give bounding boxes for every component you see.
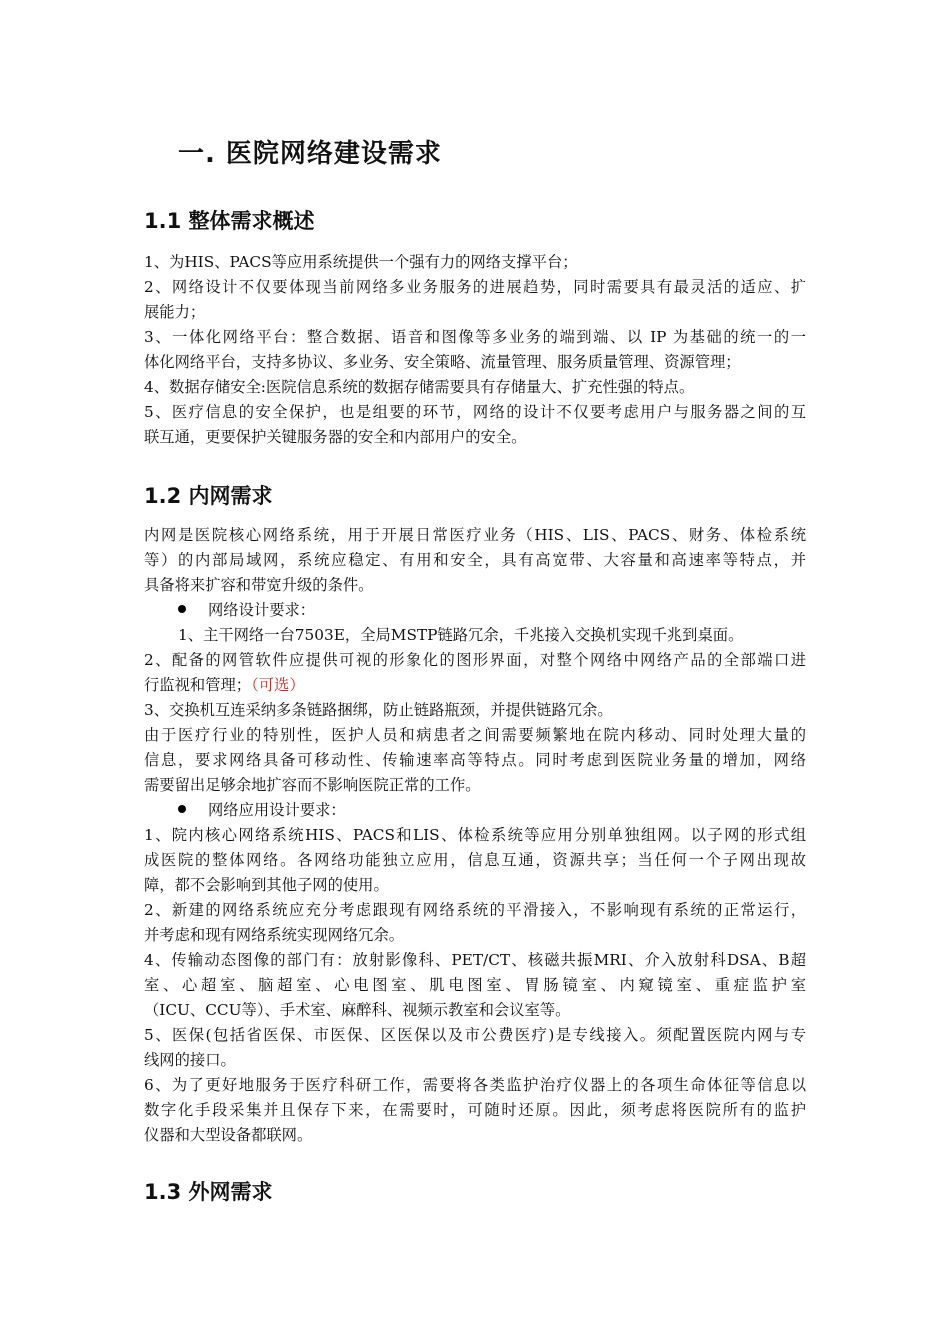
paragraph-line: 等）的内部局域网，系统应稳定、有用和安全，具有高宽带、大容量和高速率等特点，并 bbox=[144, 551, 806, 569]
bullet-item bbox=[178, 597, 315, 623]
bullet-label: 网络应用设计要求： bbox=[208, 801, 346, 819]
paragraph-line: 数字化手段采集并且保存下来，在需要时，可随时还原。因此，须考虑将医院所有的监护 bbox=[144, 1101, 806, 1119]
paragraph-line: 5、医疗信息的安全保护，也是组要的环节，网络的设计不仅要考虑用户与服务器之间的互 bbox=[144, 403, 806, 421]
paragraph-line: 障，都不会影响到其他子网的使用。 bbox=[144, 876, 389, 894]
bullet-label: 网络设计要求： bbox=[208, 601, 316, 619]
paragraph-line: 5、医保(包括省医保、市医保、区医保以及市公费医疗)是专线接入。须配置医院内网与专 bbox=[144, 1026, 806, 1044]
chapter-heading: 一. 医院网络建设需求 bbox=[178, 139, 442, 169]
paragraph-line: 2、网络设计不仅要体现当前网络多业务服务的进展趋势，同时需要具有最灵活的适应、扩 bbox=[144, 278, 806, 296]
paragraph-line: 体化网络平台，支持多协议、多业务、安全策略、流量管理、服务质量管理、资源管理； bbox=[144, 353, 741, 371]
paragraph-line: 需要留出足够余地扩容而不影响医院正常的工作。 bbox=[144, 776, 481, 794]
paragraph-line: 具备将来扩容和带宽升级的条件。 bbox=[144, 576, 374, 594]
section-1-2-title: 1.2 内网需求 bbox=[144, 484, 273, 508]
paragraph-line: 4、数据存储安全:医院信息系统的数据存储需要具有存储量大、扩充性强的特点。 bbox=[144, 378, 695, 396]
paragraph-line: 信息，要求网络具备可移动性、传输速率高等特点。同时考虑到医院业务量的增加，网络 bbox=[144, 751, 806, 769]
paragraph-line: 4、传输动态图像的部门有：放射影像科、PET/CT、核磁共振MRI、介入放射科DSA、B超 bbox=[144, 951, 806, 969]
paragraph-line: 联互通，更要保护关键服务器的安全和内部用户的安全。 bbox=[144, 428, 527, 446]
bullet-icon bbox=[178, 605, 186, 613]
paragraph-line: 展能力； bbox=[144, 303, 206, 321]
paragraph-line: 成医院的整体网络。各网络功能独立应用，信息互通，资源共享；当任何一个子网出现故 bbox=[144, 851, 806, 869]
paragraph-line: 6、为了更好地服务于医疗科研工作，需要将各类监护治疗仪器上的各项生命体征等信息以 bbox=[144, 1076, 806, 1094]
paragraph-line: 3、一体化网络平台：整合数据、语音和图像等多业务的端到端、以 IP 为基础的统一的一 bbox=[144, 328, 806, 346]
line-text: 行监视和管理； bbox=[144, 676, 252, 694]
paragraph-line: 由于医疗行业的特别性，医护人员和病患者之间需要频繁地在院内移动、同时处理大量的 bbox=[144, 726, 806, 744]
paragraph-line bbox=[144, 672, 305, 698]
paragraph-line: 内网是医院核心网络系统，用于开展日常医疗业务（HIS、LIS、PACS、财务、体检系统 bbox=[144, 526, 806, 544]
paragraph-line: 室、心超室、脑超室、心电图室、肌电图室、胃肠镜室、内窥镜室、重症监护室 bbox=[144, 976, 806, 994]
paragraph-line: 并考虑和现有网络系统实现网络冗余。 bbox=[144, 926, 405, 944]
section-1-1-title: 1.1 整体需求概述 bbox=[144, 209, 315, 233]
paragraph-line: 1、院内核心网络系统HIS、PACS和LIS、体检系统等应用分别单独组网。以子网的形式组 bbox=[144, 826, 806, 844]
bullet-icon bbox=[178, 805, 186, 813]
optional-note: （可选） bbox=[251, 676, 305, 694]
bullet-item bbox=[178, 797, 346, 823]
paragraph-line: （ICU、CCU等）、手术室、麻醉科、视频示教室和会议室等。 bbox=[144, 1001, 571, 1019]
paragraph-line: 2、新建的网络系统应充分考虑跟现有网络系统的平滑接入，不影响现有系统的正常运行， bbox=[144, 901, 806, 919]
section-1-3-title: 1.3 外网需求 bbox=[144, 1180, 273, 1204]
paragraph-line: 1、主干网络一台7503E，全局MSTP链路冗余，千兆接入交换机实现千兆到桌面。 bbox=[178, 626, 744, 644]
paragraph-line: 2、配备的网管软件应提供可视的形象化的图形界面，对整个网络中网络产品的全部端口进 bbox=[144, 651, 806, 669]
paragraph-line: 3、交换机互连采纳多条链路捆绑，防止链路瓶颈，并提供链路冗余。 bbox=[144, 701, 613, 719]
paragraph-line: 仪器和大型设备都联网。 bbox=[144, 1126, 313, 1144]
paragraph-line: 1、为HIS、PACS等应用系统提供一个强有力的网络支撑平台； bbox=[144, 253, 578, 271]
paragraph-line: 线网的接口。 bbox=[144, 1051, 236, 1069]
